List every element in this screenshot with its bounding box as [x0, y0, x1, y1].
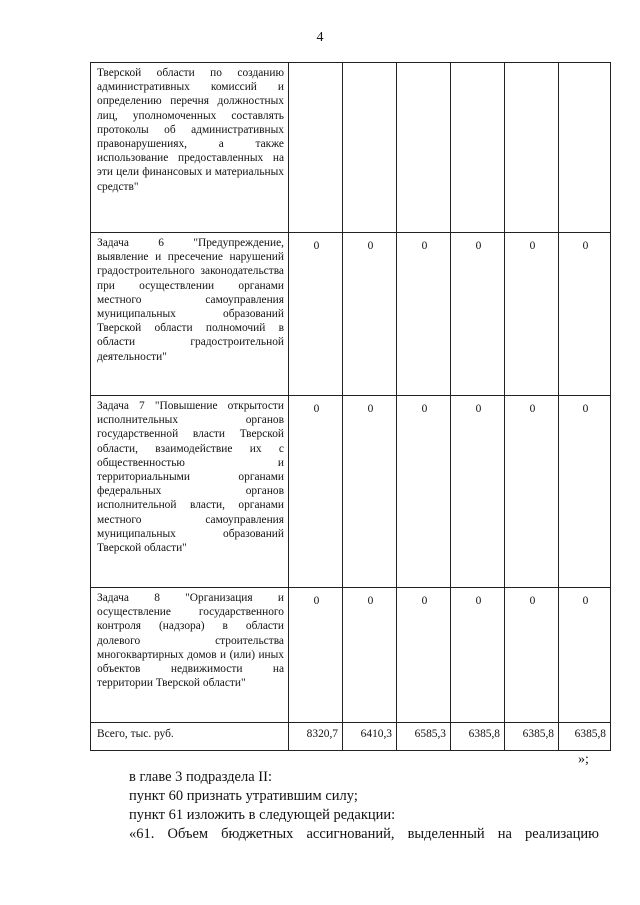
- task-description: Задача 8 "Организация и осуществление государственного контроля (надзора) в области долевого строительства многоквартирных домов и (или) иных объектов недвижимости на территории Тверской области": [91, 588, 289, 723]
- table-cell: 0: [559, 233, 611, 396]
- paragraph: пункт 61 изложить в следующей редакции:: [129, 807, 396, 823]
- table-cell: [397, 63, 451, 233]
- table-row: [91, 396, 611, 588]
- table-cell: 0: [397, 396, 451, 588]
- table-row: [91, 233, 611, 396]
- paragraph: пункт 60 признать утратившим силу;: [129, 788, 358, 804]
- total-label: Всего, тыс. руб.: [91, 723, 289, 751]
- page-number: 4: [316, 30, 324, 45]
- table-cell: 0: [559, 588, 611, 723]
- table-cell: 0: [343, 588, 397, 723]
- table-cell: 0: [505, 233, 559, 396]
- total-row: [91, 723, 611, 751]
- table-cell: 0: [451, 396, 505, 588]
- table-cell: 0: [397, 233, 451, 396]
- table-cell: 0: [451, 233, 505, 396]
- total-cell: 6410,3: [343, 723, 397, 751]
- total-cell: 6385,8: [505, 723, 559, 751]
- table-cell: 0: [451, 588, 505, 723]
- total-cell: 6385,8: [559, 723, 611, 751]
- table-cell: [343, 63, 397, 233]
- total-cell: 6385,8: [451, 723, 505, 751]
- table-cell: 0: [505, 588, 559, 723]
- table-cell: [289, 63, 343, 233]
- total-cell: 8320,7: [289, 723, 343, 751]
- budget-table: [90, 62, 611, 751]
- table-cell: 0: [289, 396, 343, 588]
- task-description: Задача 7 "Повышение открытости исполнительных органов государственной власти Тверской области, взаимодействие их с общественностью и территориальными органами федеральных органов исполнительной власти, органами местного самоуправления муниципальных образований Тверской области": [91, 396, 289, 588]
- table-cell: 0: [289, 233, 343, 396]
- closing-quote: »;: [578, 752, 589, 767]
- table-cell: 0: [397, 588, 451, 723]
- paragraph: в главе 3 подраздела II:: [129, 769, 272, 785]
- table-row: [91, 588, 611, 723]
- table-cell: 0: [289, 588, 343, 723]
- table-cell: 0: [343, 233, 397, 396]
- table-row: [91, 63, 611, 233]
- table-cell: [559, 63, 611, 233]
- table-cell: [451, 63, 505, 233]
- table-cell: 0: [505, 396, 559, 588]
- table-cell: [505, 63, 559, 233]
- task-description: Задача 6 "Предупреждение, выявление и пресечение нарушений градостроительного законодательства при осуществлении органами местного самоуправления муниципальных образований Тверской области полномочий в области градостроительной деятельности": [91, 233, 289, 396]
- paragraph: «61. Объем бюджетных ассигнований, выделенный на реализацию: [129, 826, 599, 842]
- table-cell: 0: [559, 396, 611, 588]
- table-cell: 0: [343, 396, 397, 588]
- total-cell: 6585,3: [397, 723, 451, 751]
- task-description: Тверской области по созданию административных комиссий и определению перечня должностных лиц, уполномоченных составлять протоколы об административных правонарушениях, а также использование предоставленных на эти цели финансовых и материальных средств": [91, 63, 289, 233]
